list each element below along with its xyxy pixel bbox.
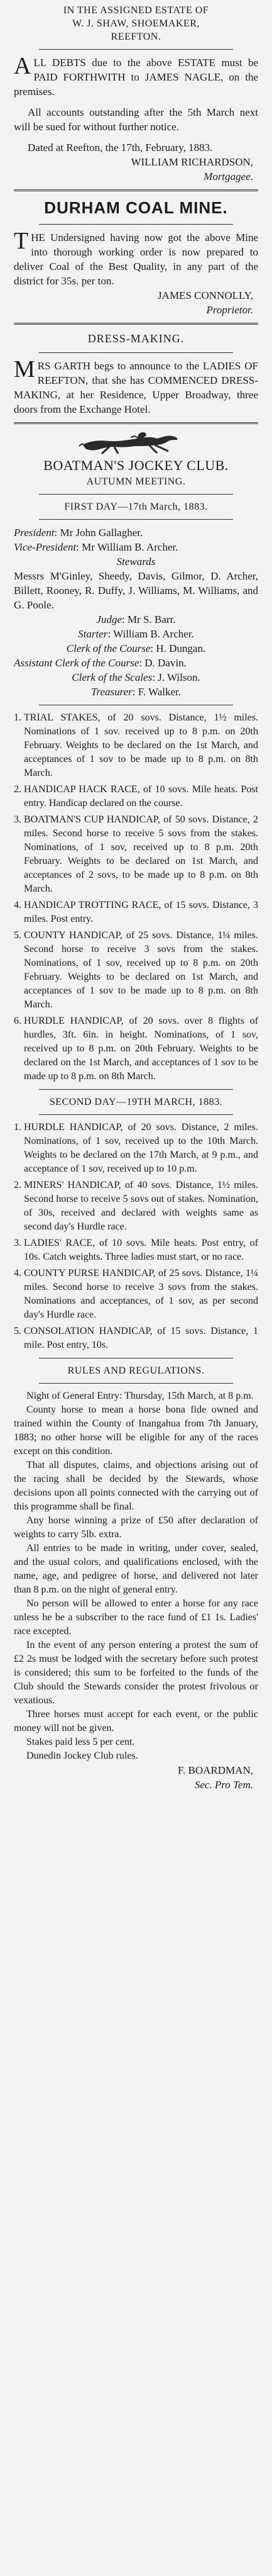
club-meeting: AUTUMN MEETING. xyxy=(86,476,186,487)
event-item: 4. HANDICAP TROTTING RACE, of 15 sovs. Distance, 3 miles. Post entry. xyxy=(14,900,258,924)
divider xyxy=(39,49,233,50)
event-item: 4. COUNTY PURSE HANDICAP, of 25 sovs. Distance, 1¼ miles. Second horse to receive 3 sovs from the stakes. Nominations and acceptances, of 1 sov, as per second day's Hurdle race. xyxy=(14,1268,258,1320)
coal-role: Proprietor. xyxy=(206,304,253,316)
assistant-clerk-label: Assistant Clerk of the Course xyxy=(14,657,139,669)
jockey-club-notice xyxy=(14,430,258,1792)
event-item: 3. BOATMAN'S CUP HANDICAP, of 50 sovs. Distance, 2 miles. Second horse to receive 5 sovs from the stakes. Nominations, of 1 sov, received up to 8 p.m. 20th February. Weights to be declared on 1st March, and acceptances of 2 sovs, to be made up to 8 p.m. on 8th March. xyxy=(14,814,258,894)
club-officials xyxy=(14,525,258,699)
coal-paragraph: THE Undersigned having now got the above Mine into thorough working order is now prepared to deliver Coal of the Best Quality, in any part of the district for 35s. per ton. xyxy=(14,228,258,287)
divider xyxy=(39,1089,233,1090)
rule-item: County horse to mean a horse bona fide owned and trained within the County of Inangahua from 7th January, 1883; no other horse will be eligible for any of the races except on this condition. xyxy=(14,1404,258,1457)
starter-label: Starter xyxy=(78,628,108,640)
shaw-heading-1: IN THE ASSIGNED ESTATE OF xyxy=(63,5,209,16)
stewards-list: Messrs M'Ginley, Sheedy, Davis, Gilmor, D. Archer, Billett, Rooney, R. Duffy, J. Williams, M. Williams, and G. Poole. xyxy=(14,570,258,611)
treasurer-value: : F. Walker. xyxy=(132,686,182,698)
rules-list xyxy=(14,1389,258,1763)
starter-value: : William B. Archer. xyxy=(107,628,194,640)
divider xyxy=(39,519,233,520)
section-divider xyxy=(14,189,258,191)
shaw-paragraph-accounts: All accounts outstanding after the 5th March next will be sued for without further notice. xyxy=(14,106,258,133)
event-item: 3. LADIES' RACE, of 10 sovs. Mile heats. Post entry, of 10s. Catch weights. Three ladies must start, or no race. xyxy=(14,1238,258,1262)
scales-clerk-value: : J. Wilson. xyxy=(152,671,200,683)
coal-title: DURHAM COAL MINE. xyxy=(44,198,228,217)
divider xyxy=(39,1114,233,1115)
stewards-label: Stewards xyxy=(116,556,156,568)
dressmaking-notice xyxy=(14,330,258,417)
racehorse-jockey-illustration xyxy=(77,430,196,455)
shaw-paragraph-debts: ALL DEBTS due to the above ESTATE must be PAID FORTHWITH to JAMES NAGLE, on the premises. xyxy=(14,53,258,98)
divider xyxy=(39,352,233,353)
president-label: President xyxy=(14,527,55,539)
shaw-signer: WILLIAM RICHARDSON, xyxy=(131,156,253,168)
dress-title: DRESS-MAKING. xyxy=(87,332,185,345)
shaw-heading-3: REEFTON. xyxy=(111,31,161,42)
rule-item: Night of General Entry: Thursday, 15th March, at 8 p.m. xyxy=(26,1391,254,1401)
judge-value: : Mr S. Barr. xyxy=(122,613,176,625)
rule-item: That all disputes, claims, and objections arising out of the racing shall be decided by the Stewards, whose decisions upon all points connected with the carrying out of this programme shall be final. xyxy=(14,1460,258,1512)
rule-item: Any horse winning a prize of £50 after declaration of weights to carry 5lb. extra. xyxy=(14,1515,258,1540)
event-item: 2. HANDICAP HACK RACE, of 10 sovs. Mile heats. Post entry. Handicap declared on the course. xyxy=(14,784,258,809)
event-item: 5. COUNTY HANDICAP, of 25 sovs. Distance, 1¼ miles. Second horse to receive 3 sovs from the stakes. Nominations, of 1 sov, received up to 8 p.m. on 20th February. Weights to be declared on 1st March, and acceptances of 1 sov to be made up to 8 p.m. on 8th March. xyxy=(14,930,258,1010)
rule-item: All entries to be made in writing, under cover, sealed, and the usual colors, and qualifications enclosed, with the name, age, and pedigree of horse, and delivered not later than 8 p.m. on the night of general entry. xyxy=(14,1543,258,1595)
section-divider xyxy=(14,323,258,325)
day2-events xyxy=(14,1121,258,1352)
club-title: BOATMAN'S JOCKEY CLUB. xyxy=(43,457,229,473)
rule-item: Three horses must accept for each event, or the public money will not be given. xyxy=(14,1709,258,1733)
event-item: 2. MINERS' HANDICAP, of 40 sovs. Distance, 1½ miles. Second horse to receive 5 sovs out of stakes. Nomination, of 30s, received and declared with weights same as second day's Hurdle race. xyxy=(14,1180,258,1232)
divider xyxy=(39,224,233,225)
dress-paragraph: MRS GARTH begs to announce to the LADIES OF REEFTON, that she has COMMENCED DRESS-MAKING, at her Residence, Upper Broadway, three doors from the Exchange Hotel. xyxy=(14,356,258,415)
club-role: Sec. Pro Tem. xyxy=(194,1779,253,1791)
scales-clerk-label: Clerk of the Scales xyxy=(72,671,153,683)
shaw-estate-notice xyxy=(14,4,258,184)
rules-title: RULES AND REGULATIONS. xyxy=(67,1365,205,1376)
club-day1: FIRST DAY—17th March, 1883. xyxy=(64,501,208,512)
divider xyxy=(39,1383,233,1384)
president-value: : Mr John Gallagher. xyxy=(54,527,143,539)
stakes-note: Stakes paid less 5 per cent. xyxy=(26,1737,135,1747)
shaw-dated: Dated at Reefton, the 17th, February, 1883. xyxy=(28,142,213,154)
shaw-role: Mortgagee. xyxy=(204,171,253,182)
event-item: 1. HURDLE HANDICAP, of 20 sovs. Distance, 2 miles. Nominations, of 1 sov, received up to the 10th March. Weights to be declared on the 17th March, at 9 p.m., and acceptance of 1 sov, received up to 10 p.m. xyxy=(14,1122,258,1174)
event-item: 6. HURDLE HANDICAP, of 20 sovs. over 8 flights of hurdles, 3ft. 6in. in height. Nominations, of 1 sov, received up to 8 p.m. on 20th February. Weights to be declared on the 1st March, and acceptances of 1 sov to be made up to 8 p.m. on 8th March. xyxy=(14,1016,258,1082)
vice-president-value: : Mr William B. Archer. xyxy=(76,541,178,553)
day1-events xyxy=(14,711,258,1084)
clerk-label: Clerk of the Course xyxy=(66,642,151,654)
club-day2: SECOND DAY—19TH MARCH, 1883. xyxy=(49,1097,223,1107)
event-item: 5. CONSOLATION HANDICAP, of 15 sovs. Distance, 1 mile. Post entry, 10s. xyxy=(14,1326,258,1350)
judge-label: Judge xyxy=(96,613,122,625)
rules-note: Dunedin Jockey Club rules. xyxy=(26,1750,138,1761)
club-signer: F. BOARDMAN, xyxy=(177,1764,253,1776)
assistant-clerk-value: : D. Davin. xyxy=(139,657,187,669)
event-item: 1. TRIAL STAKES, of 20 sovs. Distance, 1½ miles. Nominations of 1 sov. received up to 8 p.m. on 20th February. Weights to be declared on the 1st March, and acceptances of 1 sov to be made up to 8 p.m. on 8th March. xyxy=(14,712,258,778)
divider xyxy=(39,494,233,495)
treasurer-label: Treasurer xyxy=(90,686,133,698)
vice-president-label: Vice-President xyxy=(14,541,77,553)
clerk-value: : H. Dungan. xyxy=(150,642,206,654)
shaw-heading-2: W. J. SHAW, SHOEMAKER, xyxy=(72,18,200,29)
coal-signer: JAMES CONNOLLY, xyxy=(158,289,253,301)
rule-item: No person will be allowed to enter a horse for any race unless he be a subscriber to the race fund of £1 1s. Ladies' race excepted. xyxy=(14,1598,258,1637)
section-divider xyxy=(14,422,258,424)
coal-mine-notice xyxy=(14,197,258,317)
rule-item: In the event of any person entering a protest the sum of £2 2s must be lodged with the secretary before such protest is considered; this sum to be forfeited to the funds of the Club should the Stewards consider the protest frivolous or vexatious. xyxy=(14,1640,258,1706)
